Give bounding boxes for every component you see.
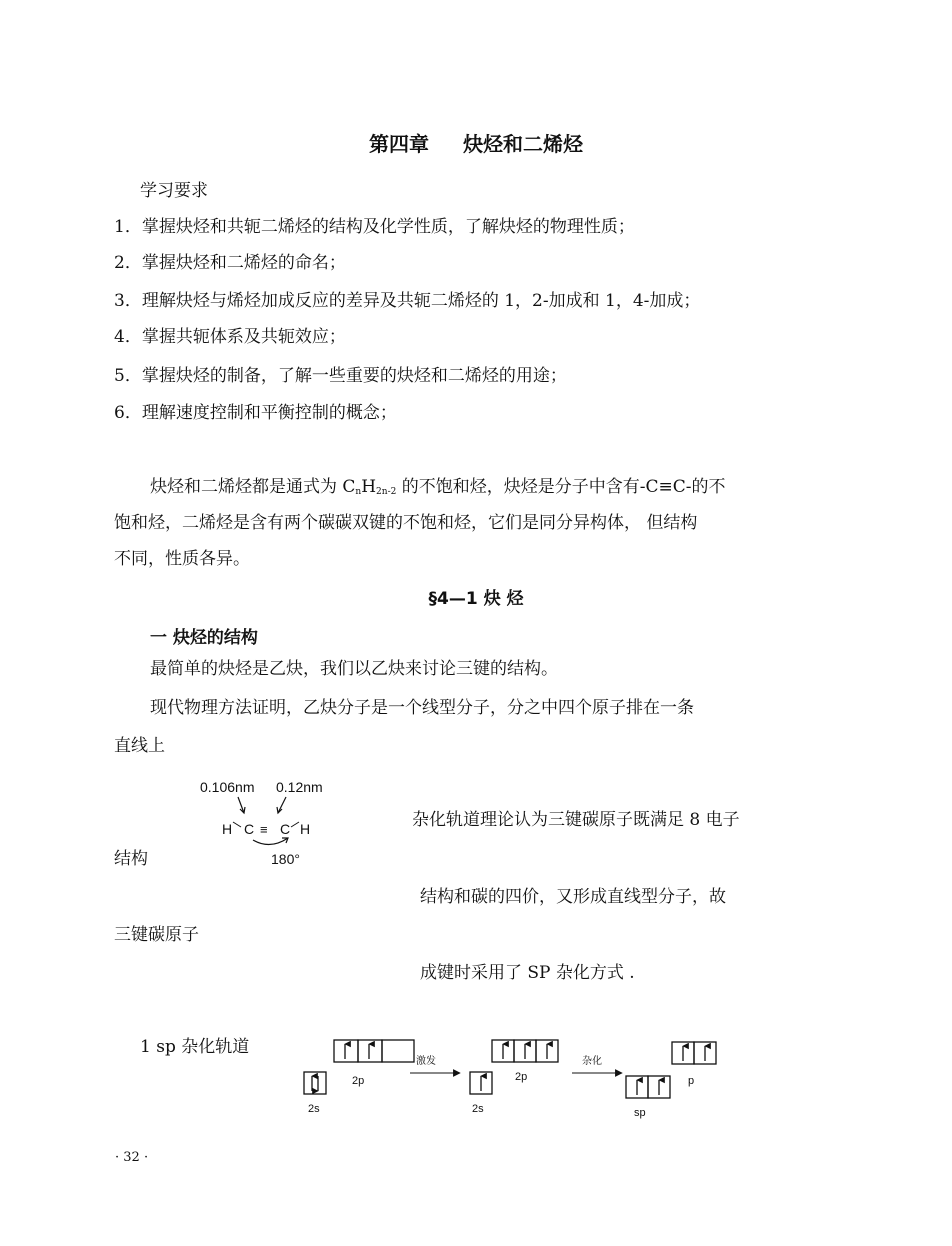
study-item-2: 2．掌握炔烃和二烯烃的命名； — [114, 253, 346, 273]
bond-angle: 180° — [271, 851, 300, 867]
excited-2p-boxes — [492, 1040, 558, 1062]
carbon-right: C — [280, 821, 291, 837]
ground-2p-label: 2p — [352, 1075, 365, 1087]
intro-line-3: 不同，性质各异。 — [114, 549, 250, 569]
body-left-2: 三键碳原子 — [114, 925, 199, 945]
bond-length-ch: 0.106nm — [200, 779, 255, 795]
angle-arc-arrow — [253, 838, 288, 845]
chapter-title — [0, 128, 952, 157]
bond-h-c-left — [233, 822, 241, 827]
intro-line-2: 饱和烃，二烯烃是含有两个碳碳双键的不饱和烃，它们是同分异构体， 但结构 — [114, 513, 698, 533]
body-right-1: 杂化轨道理论认为三键碳原子既满足 8 电子 — [412, 810, 740, 830]
sp-hybridization-diagram — [300, 1036, 740, 1126]
ground-2p-boxes — [334, 1040, 414, 1062]
intro-line-1: 炔烃和二烯烃都是通式为 $C_nH_{2n-2}$ 的不饱和烃，炔烃是分子中含有-C≡C-的不 — [150, 477, 726, 497]
study-item-3: 3．理解炔烃与烯烃加成反应的差异及共轭二烯烃的 1，2-加成和 1，4-加成； — [114, 291, 701, 311]
chapter-number: 第四章 — [369, 132, 429, 156]
study-heading: 学习要求 — [140, 181, 208, 201]
ground-2s-box — [304, 1072, 326, 1094]
triple-bond: ≡ — [260, 822, 268, 837]
body-paragraph-2b: 直线上 — [114, 736, 165, 756]
study-item-1: 1．掌握炔烃和共轭二烯烃的结构及化学性质，了解炔烃的物理性质； — [114, 217, 635, 237]
study-item-6: 6．理解速度控制和平衡控制的概念； — [114, 403, 397, 423]
body-right-3: 成键时采用了 SP 杂化方式 . — [420, 963, 635, 983]
body-paragraph-1: 最简单的炔烃是乙炔，我们以乙炔来讨论三键的结构。 — [150, 659, 558, 679]
subsection-heading: 一 炔烃的结构 — [150, 628, 258, 648]
ground-2s-label: 2s — [308, 1103, 320, 1115]
bond-length-cc: 0.12nm — [276, 779, 323, 795]
pointer-arrow-cc — [278, 797, 286, 813]
hybrid-p-label: p — [688, 1075, 695, 1087]
orbital-label: 1 sp 杂化轨道 — [140, 1037, 250, 1057]
section-heading: §4—1 炔 烃 — [428, 589, 524, 609]
body-right-2: 结构和碳的四价，又形成直线型分子，故 — [420, 887, 726, 907]
hybrid-p-boxes — [672, 1042, 716, 1064]
excited-2p-label: 2p — [515, 1071, 528, 1083]
chapter-name: 炔烃和二烯烃 — [463, 132, 583, 156]
carbon-left: C — [244, 821, 255, 837]
hybrid-sp-label: sp — [634, 1107, 646, 1119]
excited-2s-label: 2s — [472, 1103, 484, 1115]
hybrid-sp-boxes — [626, 1076, 670, 1098]
bond-c-h-right — [291, 822, 299, 827]
page-number: · 32 · — [115, 1150, 149, 1165]
study-item-5: 5．掌握炔烃的制备，了解一些重要的炔烃和二烯烃的用途； — [114, 366, 567, 386]
hydrogen-right: H — [300, 821, 311, 837]
hydrogen-left: H — [222, 821, 233, 837]
excitation-label: 激发 — [416, 1056, 436, 1067]
study-item-4: 4．掌握共轭体系及共轭效应； — [114, 327, 346, 347]
excited-2s-box — [470, 1072, 492, 1094]
body-left-1: 结构 — [114, 849, 148, 869]
hybridization-label: 杂化 — [582, 1056, 602, 1067]
body-paragraph-2a: 现代物理方法证明，乙炔分子是一个线型分子，分之中四个原子排在一条 — [150, 698, 694, 718]
acetylene-structure — [198, 772, 348, 872]
